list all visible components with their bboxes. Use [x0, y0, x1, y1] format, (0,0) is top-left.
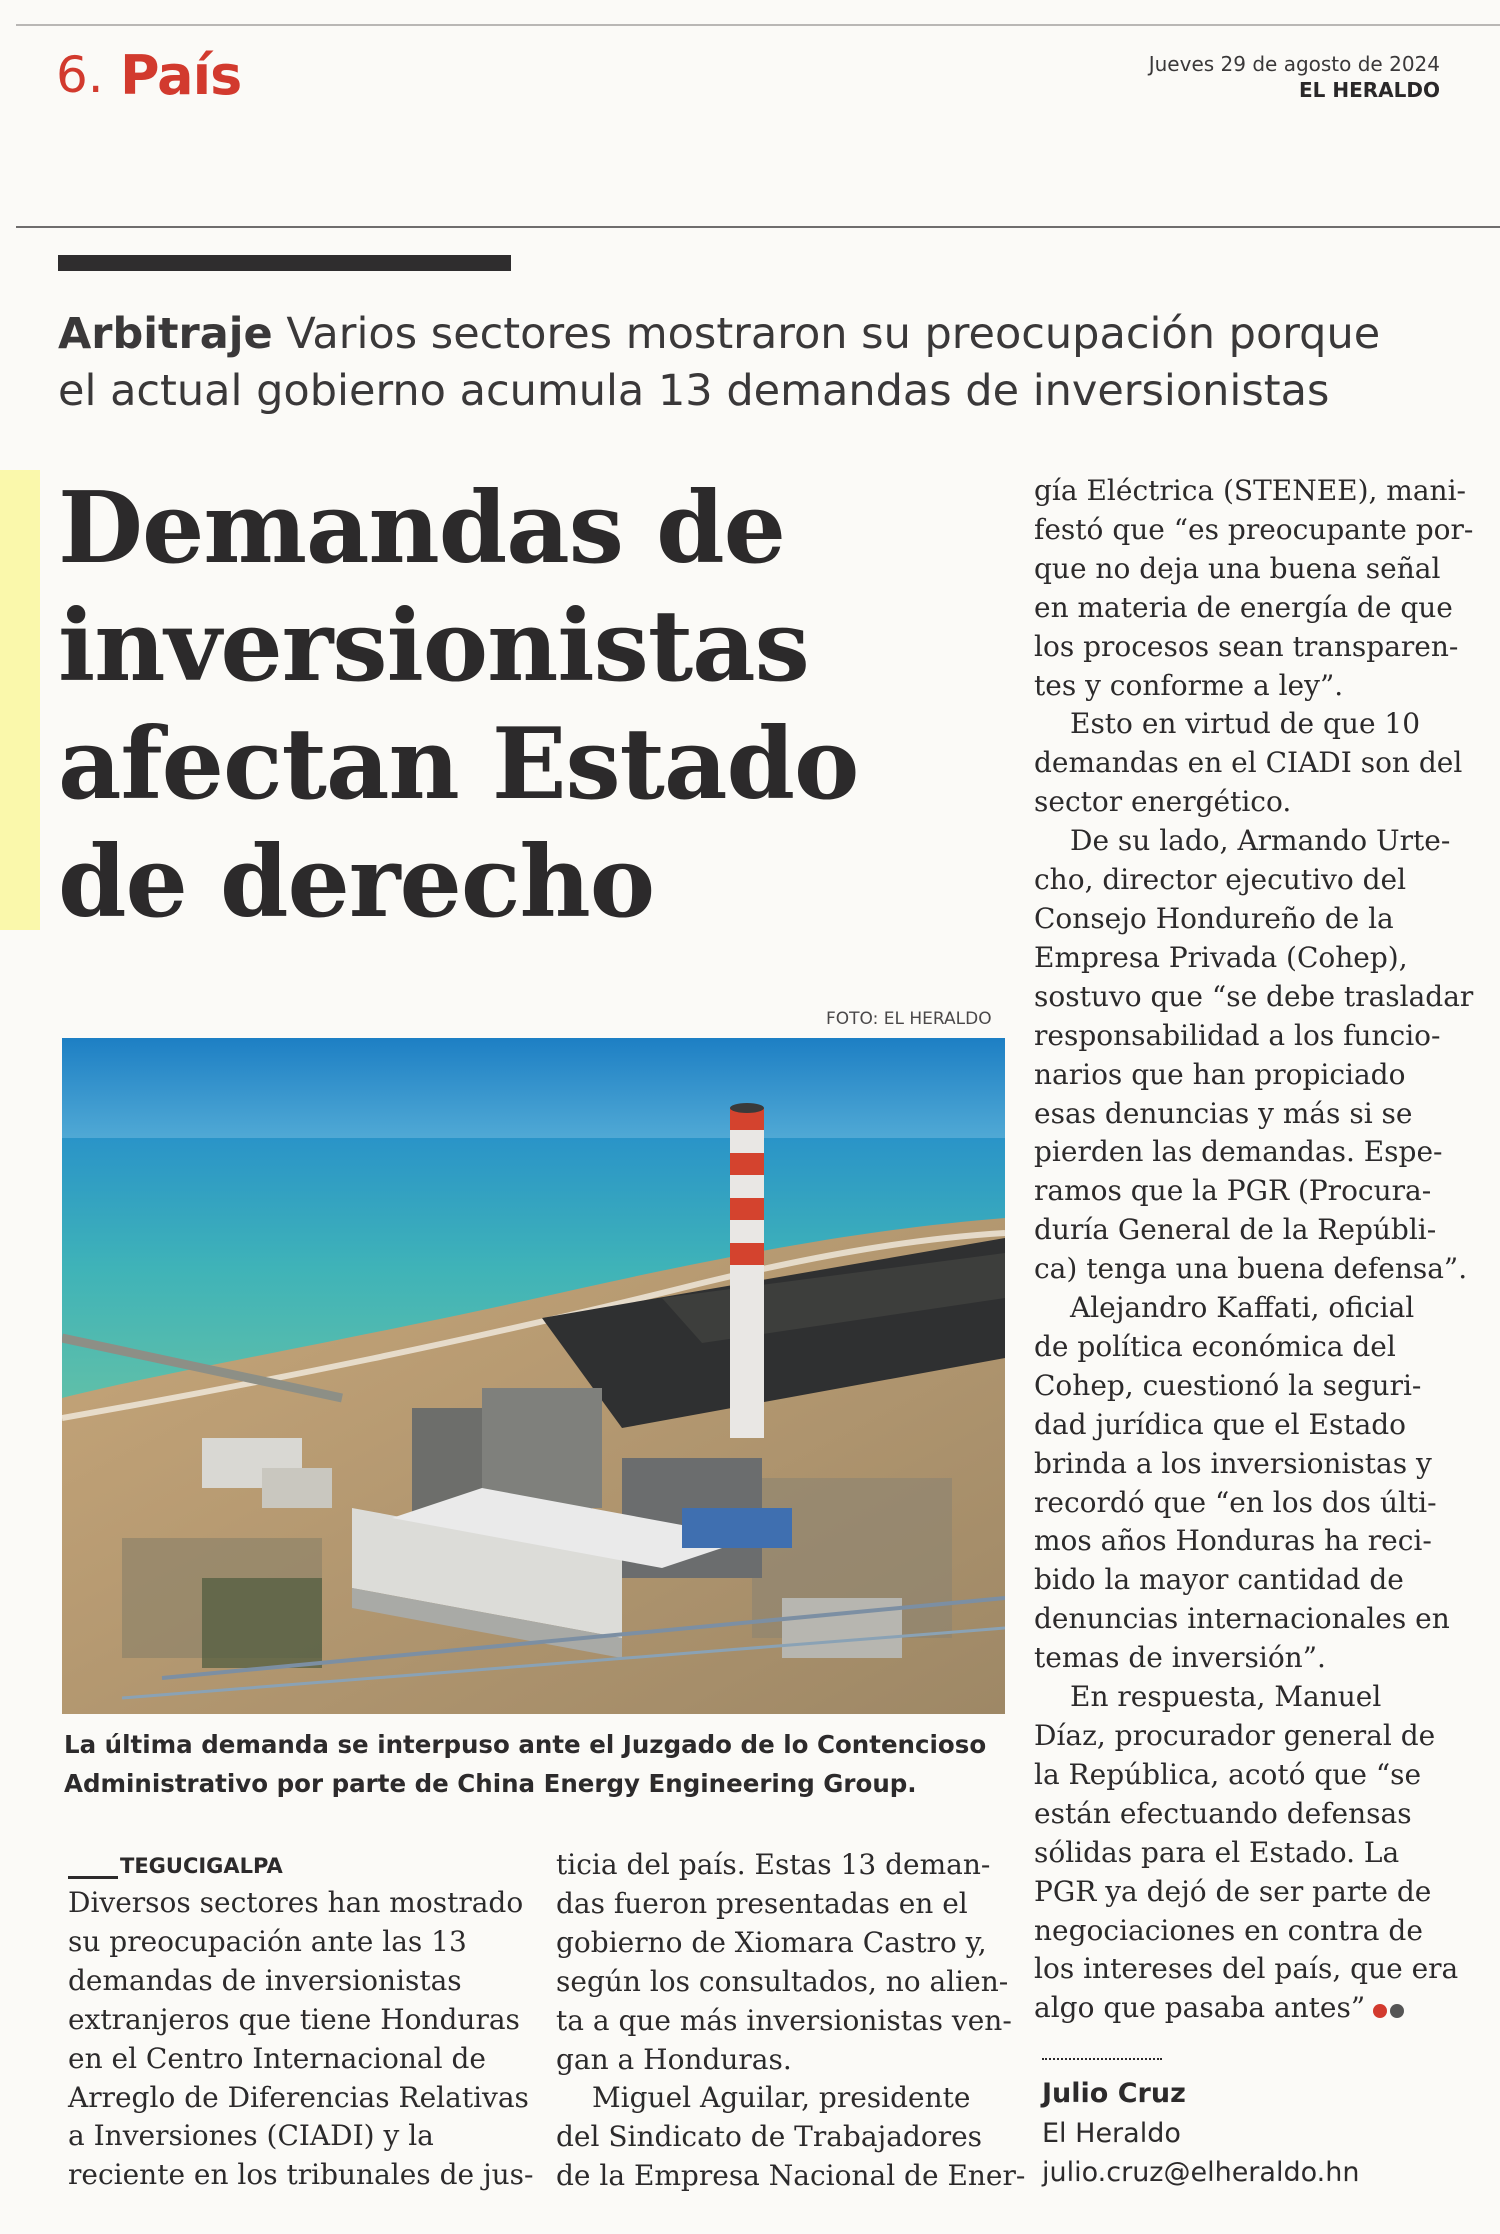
headline-line: Demandas de — [58, 471, 785, 586]
header-rule — [16, 226, 1500, 228]
article-column-3 — [1034, 472, 1474, 2029]
section-bar — [58, 255, 511, 271]
author-separator — [1042, 2058, 1162, 2060]
text-line: Arreglo de Diferencias Relativas — [68, 2080, 529, 2114]
issue-date: Jueves 29 de agosto de 2024 — [1148, 52, 1440, 76]
author-name: Julio Cruz — [1042, 2078, 1186, 2109]
text-line: ticia del país. Estas 13 deman- — [556, 1848, 991, 1881]
author-outlet: El Heraldo — [1042, 2118, 1181, 2149]
text-line: su preocupación ante las 13 — [68, 1924, 467, 1958]
text-line: En respuesta, Manuel — [1070, 1680, 1382, 1714]
headline — [58, 470, 1008, 942]
text-line: festó que “es preocupante por- — [1034, 512, 1474, 546]
caption-line: Administrativo por parte de China Energy Engineering Group. — [64, 1769, 917, 1798]
text-line: gan a Honduras. — [556, 2042, 792, 2076]
kicker-text-2: el actual gobierno acumula 13 demandas de inversionistas — [58, 366, 1330, 416]
text-line: De su lado, Armando Urte- — [1070, 824, 1451, 858]
text-line: Esto en virtud de que 10 — [1070, 707, 1421, 741]
author-email[interactable]: julio.cruz@elheraldo.hn — [1042, 2157, 1360, 2188]
text-line: ramos que la PGR (Procura- — [1034, 1174, 1432, 1208]
kicker-text: Varios sectores mostraron su preocupación porque — [286, 309, 1381, 359]
text-line: recordó que “en los dos últi- — [1034, 1485, 1437, 1519]
text-line: de la Empresa Nacional de Ener- — [556, 2159, 1026, 2193]
text-line: reciente en los tribunales de jus- — [68, 2158, 534, 2192]
text-line-final — [1034, 1989, 1464, 2029]
headline-line: de derecho — [58, 825, 655, 940]
text-line: PGR ya dejó de ser parte de — [1034, 1874, 1432, 1908]
text-line: denuncias internacionales en — [1034, 1602, 1450, 1636]
caption-line: La última demanda se interpuso ante el Juzgado de lo Contencioso — [64, 1730, 987, 1759]
text-line: la República, acotó que “se — [1034, 1757, 1422, 1791]
text-line: sostuvo que “se debe trasladar — [1034, 979, 1474, 1013]
highlighter-mark — [0, 470, 40, 930]
text-line: duría General de la Repúbli- — [1034, 1213, 1437, 1247]
text-line: Miguel Aguilar, presidente — [592, 2081, 971, 2115]
text-line: das fueron presentadas en el — [556, 1886, 968, 1920]
text-line: pierden las demandas. Espe- — [1034, 1135, 1443, 1169]
text-line: según los consultados, no alien- — [556, 1964, 1009, 1998]
text-line: cho, director ejecutivo del — [1034, 863, 1407, 897]
newspaper-name: EL HERALDO — [1299, 78, 1440, 102]
top-rule — [16, 24, 1500, 26]
kicker — [58, 306, 1458, 420]
text-line: ta a que más inversionistas ven- — [556, 2003, 1012, 2037]
photo-credit: FOTO: EL HERALDO — [826, 1009, 992, 1029]
text-line: los procesos sean transparen- — [1034, 629, 1459, 663]
dateline: TEGUCIGALPA — [120, 1854, 283, 1878]
headline-line: inversionistas — [58, 589, 809, 704]
power-plant-photo — [62, 1038, 1005, 1714]
text-line: bido la mayor cantidad de — [1034, 1563, 1404, 1597]
text-line: esas denuncias y más si se — [1034, 1096, 1413, 1130]
end-mark-icon — [1373, 1990, 1407, 2029]
text-line: negociaciones en contra de — [1034, 1913, 1423, 1947]
text-line: Cohep, cuestionó la seguri- — [1034, 1368, 1422, 1402]
headline-line: afectan Estado — [58, 707, 859, 822]
text-line: sector energético. — [1034, 785, 1292, 819]
text-line: gía Eléctrica (STENEE), mani- — [1034, 474, 1467, 507]
text-line: extranjeros que tiene Honduras — [68, 2002, 520, 2036]
text-line: en materia de energía de que — [1034, 590, 1453, 624]
section-title: País — [120, 44, 242, 107]
page-number: 6. — [56, 46, 104, 104]
text-line: responsabilidad a los funcio- — [1034, 1018, 1441, 1052]
text-line: Consejo Hondureño de la — [1034, 901, 1394, 935]
text-line: mos años Honduras ha reci- — [1034, 1524, 1432, 1558]
text-line: Alejandro Kaffati, oficial — [1070, 1291, 1415, 1325]
power-plant-illustration — [62, 1038, 1005, 1714]
text-line: dad jurídica que el Estado — [1034, 1407, 1407, 1441]
text-line: Empresa Privada (Cohep), — [1034, 940, 1408, 974]
text-line: Diversos sectores han mostrado — [68, 1886, 524, 1919]
text-line: brinda a los inversionistas y — [1034, 1446, 1432, 1480]
text-line: del Sindicato de Trabajadores — [556, 2120, 983, 2154]
photo-caption — [64, 1725, 1014, 1803]
text-line: que no deja una buena señal — [1034, 551, 1441, 585]
text-line: gobierno de Xiomara Castro y, — [556, 1925, 987, 1959]
text-line: en el Centro Internacional de — [68, 2041, 486, 2075]
article-column-1 — [68, 1884, 534, 2195]
text-line: demandas en el CIADI son del — [1034, 746, 1463, 780]
text-line: sólidas para el Estado. La — [1034, 1835, 1400, 1869]
text-line-last: algo que pasaba antes” — [1034, 1991, 1366, 2025]
article-column-2 — [556, 1846, 1026, 2196]
dateline-dash — [68, 1876, 118, 1879]
text-line: temas de inversión”. — [1034, 1641, 1326, 1675]
text-line: a Inversiones (CIADI) y la — [68, 2119, 434, 2153]
text-line: tes y conforme a ley”. — [1034, 668, 1344, 702]
text-line: los intereses del país, que era — [1034, 1952, 1459, 1986]
text-line: narios que han propiciado — [1034, 1057, 1406, 1091]
text-line: están efectuando defensas — [1034, 1796, 1412, 1830]
text-line: Díaz, procurador general de — [1034, 1719, 1436, 1752]
kicker-tag: Arbitraje — [58, 309, 273, 359]
text-line: demandas de inversionistas — [68, 1963, 462, 1997]
text-line: de política económica del — [1034, 1329, 1396, 1363]
text-line: ca) tenga una buena defensa”. — [1034, 1252, 1468, 1286]
